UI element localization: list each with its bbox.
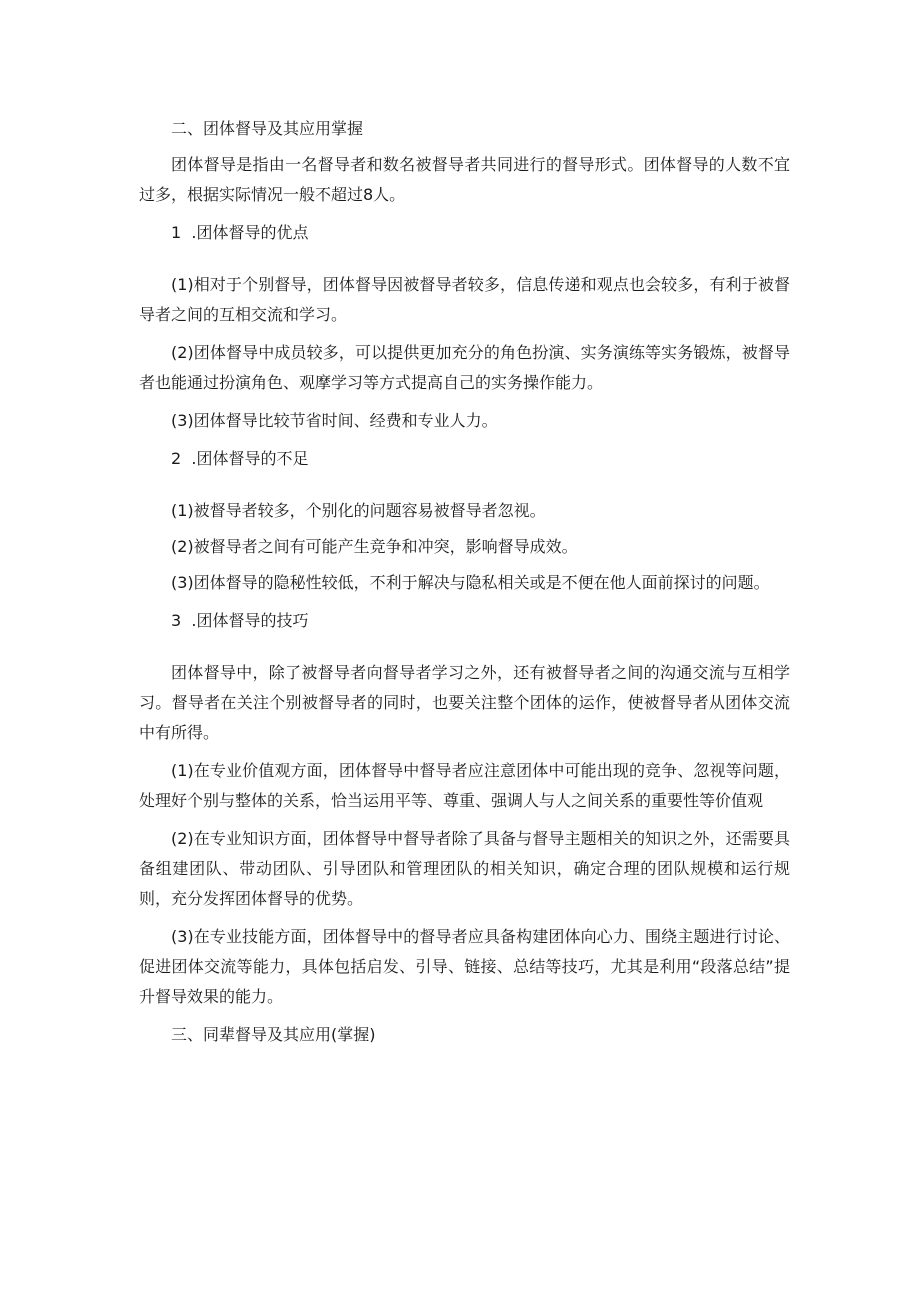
advantage-item-2: (2)团体督导中成员较多，可以提供更加充分的角色扮演、实务演练等实务锻炼，被督导者也能通过扮演角色、观摩学习等方式提高自己的实务操作能力。 (139, 343, 790, 392)
advantage-item-1: (1)相对于个别督导，团体督导因被督导者较多，信息传递和观点也会较多，有利于被督导者之间的互相交流和学习。 (139, 275, 790, 324)
skill-item-1: (1)在专业价值观方面，团体督导中督导者应注意团体中可能出现的竞争、忽视等问题，处理好个别与整体的关系，恰当运用平等、尊重、强调人与人之间关系的重要性等价值观 (139, 761, 790, 810)
advantages-heading: 1 .团体督导的优点 (171, 223, 309, 242)
section-3-title: 三、同辈督导及其应用(掌握) (171, 1025, 376, 1044)
skills-intro: 团体督导中，除了被督导者向督导者学习之外，还有被督导者之间的沟通交流与互相学习。督导者在关注个别被督导者的同时，也要关注整个团体的运作，使被督导者从团体交流中有所得。 (139, 663, 790, 742)
advantage-item-3: (3)团体督导比较节省时间、经费和专业人力。 (171, 411, 498, 430)
skill-item-3: (3)在专业技能方面，团体督导中的督导者应具备构建团体向心力、围绕主题进行讨论、促进团体交流等能力，具体包括启发、引导、链接、总结等技巧，尤其是利用“段落总结”提升督导效果的能力。 (139, 927, 790, 1006)
skill-item-2: (2)在专业知识方面，团体督导中督导者除了具备与督导主题相关的知识之外，还需要具备组建团队、带动团队、引导团队和管理团队的相关知识，确定合理的团队规模和运行规则，充分发挥团体督导的优势。 (139, 829, 790, 908)
disadvantage-item-3: (3)团体督导的隐秘性较低，不利于解决与隐私相关或是不便在他人面前探讨的问题。 (171, 573, 770, 592)
disadvantage-item-2: (2)被督导者之间有可能产生竞争和冲突，影响督导成效。 (171, 537, 578, 556)
skills-heading: 3 .团体督导的技巧 (171, 611, 309, 630)
section-2-title: 二、团体督导及其应用掌握 (171, 119, 364, 138)
disadvantages-heading: 2 .团体督导的不足 (171, 449, 309, 468)
disadvantage-item-1: (1)被督导者较多，个别化的问题容易被督导者忽视。 (171, 501, 546, 520)
group-supervision-definition: 团体督导是指由一名督导者和数名被督导者共同进行的督导形式。团体督导的人数不宜过多，根据实际情况一般不超过8人。 (139, 155, 790, 204)
